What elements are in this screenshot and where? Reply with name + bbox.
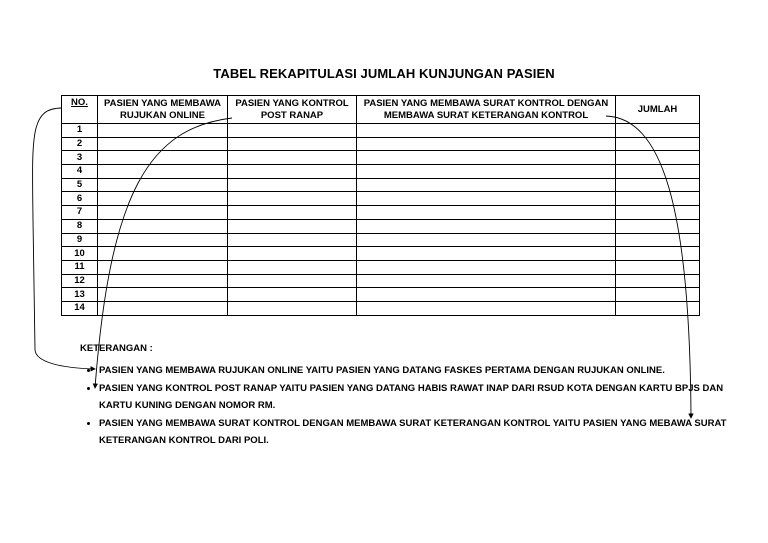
row-number: 13 bbox=[62, 288, 98, 302]
table-cell bbox=[98, 165, 228, 179]
row-number: 10 bbox=[62, 247, 98, 261]
table-cell bbox=[228, 137, 357, 151]
table-cell bbox=[228, 165, 357, 179]
table-cell bbox=[616, 206, 700, 220]
recap-table bbox=[61, 95, 700, 316]
table-cell bbox=[228, 288, 357, 302]
table-header-row bbox=[62, 96, 700, 124]
header-rujukan-online: PASIEN YANG MEMBAWA RUJUKAN ONLINE bbox=[98, 96, 228, 124]
table-cell bbox=[98, 274, 228, 288]
table-cell bbox=[228, 247, 357, 261]
table-cell bbox=[98, 219, 228, 233]
row-number: 12 bbox=[62, 274, 98, 288]
row-number: 11 bbox=[62, 260, 98, 274]
table-cell bbox=[616, 274, 700, 288]
table-cell bbox=[98, 124, 228, 138]
table-cell bbox=[98, 206, 228, 220]
table-cell bbox=[98, 260, 228, 274]
table-cell bbox=[228, 233, 357, 247]
table-cell bbox=[228, 178, 357, 192]
table-cell bbox=[357, 288, 616, 302]
table-cell bbox=[98, 151, 228, 165]
table-cell bbox=[357, 260, 616, 274]
table-cell bbox=[228, 151, 357, 165]
table-cell bbox=[357, 137, 616, 151]
notes-list bbox=[80, 362, 729, 450]
table-cell bbox=[616, 192, 700, 206]
table-cell bbox=[357, 178, 616, 192]
table-cell bbox=[616, 165, 700, 179]
table-cell bbox=[228, 192, 357, 206]
table-cell bbox=[616, 233, 700, 247]
table-cell bbox=[228, 219, 357, 233]
note-rujukan-online: • PASIEN YANG MEMBAWA RUJUKAN ONLINE YAITU PASIEN YANG DATANG FASKES PERTAMA DENGAN RUJUKAN ONLINE. bbox=[99, 362, 729, 379]
table-cell bbox=[616, 301, 700, 315]
table-cell bbox=[357, 165, 616, 179]
table-cell bbox=[357, 247, 616, 261]
table-cell bbox=[357, 233, 616, 247]
table-cell bbox=[98, 192, 228, 206]
row-number: 9 bbox=[62, 233, 98, 247]
row-number: 3 bbox=[62, 151, 98, 165]
header-surat-kontrol: PASIEN YANG MEMBAWA SURAT KONTROL DENGAN MEMBAWA SURAT KETERANGAN KONTROL bbox=[357, 96, 616, 124]
row-number: 1 bbox=[62, 124, 98, 138]
table-cell bbox=[357, 274, 616, 288]
row-number: 5 bbox=[62, 178, 98, 192]
table-cell bbox=[616, 219, 700, 233]
table-cell bbox=[98, 247, 228, 261]
table-cell bbox=[228, 260, 357, 274]
table-row bbox=[62, 247, 700, 261]
table-row bbox=[62, 288, 700, 302]
table-cell bbox=[357, 124, 616, 138]
table-cell bbox=[98, 178, 228, 192]
header-jumlah: JUMLAH bbox=[616, 96, 700, 124]
table-row bbox=[62, 274, 700, 288]
row-number: 8 bbox=[62, 219, 98, 233]
keterangan-label: KETERANGAN : bbox=[80, 343, 153, 354]
table-cell bbox=[357, 219, 616, 233]
row-number: 2 bbox=[62, 137, 98, 151]
table-cell bbox=[98, 288, 228, 302]
table-row bbox=[62, 192, 700, 206]
table-cell bbox=[98, 233, 228, 247]
table-row bbox=[62, 151, 700, 165]
header-no: NO. bbox=[62, 96, 98, 124]
table-cell bbox=[98, 301, 228, 315]
row-number: 4 bbox=[62, 165, 98, 179]
table-row bbox=[62, 260, 700, 274]
row-number: 6 bbox=[62, 192, 98, 206]
table-row bbox=[62, 219, 700, 233]
table-cell bbox=[357, 151, 616, 165]
table-cell bbox=[616, 137, 700, 151]
header-kontrol-post-ranap: PASIEN YANG KONTROL POST RANAP bbox=[228, 96, 357, 124]
table-row bbox=[62, 233, 700, 247]
page-title: TABEL REKAPITULASI JUMLAH KUNJUNGAN PASIEN bbox=[213, 66, 555, 81]
table-cell bbox=[228, 124, 357, 138]
note-surat-kontrol: • PASIEN YANG MEMBAWA SURAT KONTROL DENGAN MEMBAWA SURAT KETERANGAN KONTROL YAITU PASIEN YANG MEBAWA SURAT KETERANGAN KONTROL DARI POLI. bbox=[99, 415, 729, 449]
table-row bbox=[62, 178, 700, 192]
table-cell bbox=[357, 192, 616, 206]
table-cell bbox=[228, 301, 357, 315]
table-row bbox=[62, 137, 700, 151]
table-cell bbox=[98, 137, 228, 151]
table-cell bbox=[616, 124, 700, 138]
row-number: 14 bbox=[62, 301, 98, 315]
table-row bbox=[62, 206, 700, 220]
table-cell bbox=[228, 206, 357, 220]
table-cell bbox=[228, 274, 357, 288]
table-cell bbox=[357, 301, 616, 315]
table-cell bbox=[616, 260, 700, 274]
row-number: 7 bbox=[62, 206, 98, 220]
table-row bbox=[62, 124, 700, 138]
table-cell bbox=[357, 206, 616, 220]
table-row bbox=[62, 165, 700, 179]
table-cell bbox=[616, 151, 700, 165]
note-kontrol-post-ranap: • PASIEN YANG KONTROL POST RANAP YAITU PASIEN YANG DATANG HABIS RAWAT INAP DARI RSUD KOTA DENGAN KARTU BPJS DAN KARTU KUNING DENGAN NOMOR RM. bbox=[99, 380, 729, 414]
table-cell bbox=[616, 247, 700, 261]
table-cell bbox=[616, 288, 700, 302]
table-cell bbox=[616, 178, 700, 192]
table-row bbox=[62, 301, 700, 315]
